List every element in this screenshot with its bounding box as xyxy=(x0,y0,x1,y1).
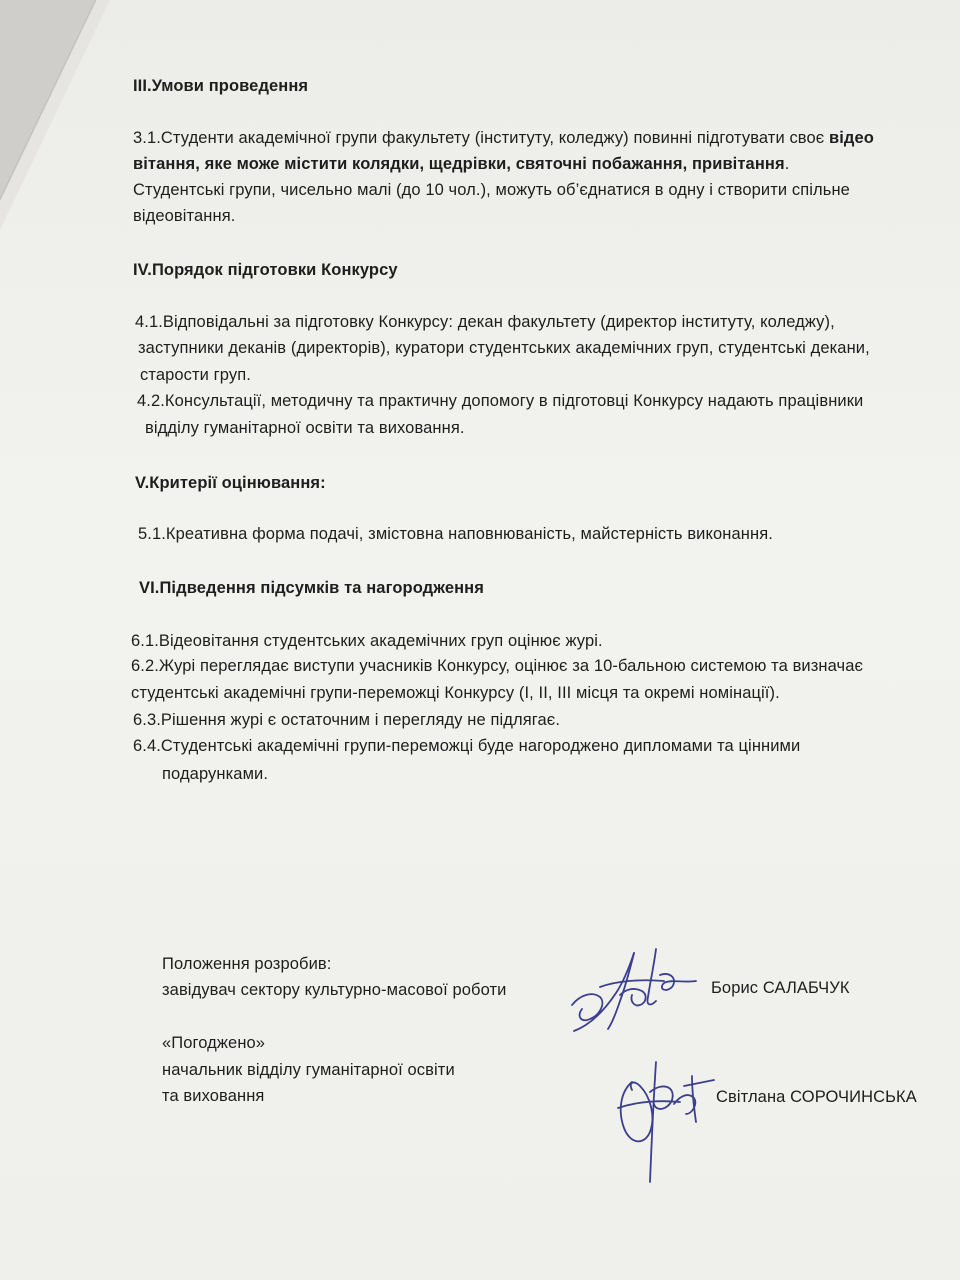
paragraph-line: 6.3.Рішення журі є остаточним і перегляду не підлягає. xyxy=(133,711,561,729)
paragraph-line: 6.2.Журі переглядає виступи учасників Конкурсу, оцінює за 10-бальною системою та визначає xyxy=(131,657,864,675)
text-span: 3.1.Студенти академічної групи факультету (інституту, коледжу) повинні підготувати своє xyxy=(133,129,829,147)
paragraph-line: 5.1.Креативна форма подачі, змістовна наповнюваність, майстерність виконання. xyxy=(138,525,773,543)
paragraph-line: 4.2.Консультації, методичну та практичну допомогу в підготовці Конкурсу надають працівники xyxy=(137,392,864,410)
approver-position: начальник відділу гуманітарної освіти xyxy=(162,1061,455,1079)
agreed-label: «Погоджено» xyxy=(162,1034,266,1052)
approver-position-cont: та виховання xyxy=(162,1087,265,1105)
paragraph-line: 4.1.Відповідальні за підготовку Конкурсу: декан факультету (директор інституту, коледжу), xyxy=(135,313,835,331)
approver-signature-image xyxy=(610,1052,720,1187)
paragraph-line: старости груп. xyxy=(140,366,251,384)
section-heading: IV.Порядок підготовки Конкурсу xyxy=(133,261,398,279)
section-heading: III.Умови проведення xyxy=(133,77,309,95)
developer-signature-image xyxy=(560,935,710,1040)
section-heading: VI.Підведення підсумків та нагородження xyxy=(139,579,484,597)
paragraph-line: подарунками. xyxy=(162,765,269,783)
bold-text-span: відео xyxy=(828,129,874,147)
developer-name: Борис САЛАБЧУК xyxy=(711,979,850,997)
paragraph-line: Студентські групи, чисельно малі (до 10 чол.), можуть об’єднатися в одну і створити спільне xyxy=(133,181,850,199)
approver-name: Світлана СОРОЧИНСЬКА xyxy=(716,1088,917,1106)
paragraph-line: 6.4.Студентські академічні групи-переможці буде нагороджено дипломами та цінними xyxy=(133,737,801,755)
paragraph-line: 6.1.Відеовітання студентських академічних груп оцінює журі. xyxy=(131,632,603,650)
developed-label: Положення розробив: xyxy=(162,955,332,973)
paragraph-line: заступники деканів (директорів), куратори студентських академічних груп, студентські декани, xyxy=(138,339,870,357)
section-heading: V.Критерії оцінювання: xyxy=(135,474,326,492)
paragraph-line xyxy=(133,129,874,148)
paragraph-line: студентські академічні групи-переможці Конкурсу (I, II, III місця та окремі номінації). xyxy=(131,684,780,702)
paragraph-line: відділу гуманітарної освіти та виховання. xyxy=(145,419,465,437)
paragraph-line: відеовітання. xyxy=(133,207,236,225)
bold-text-span: вітання, яке може містити колядки, щедрівки, святочні побажання, привітання xyxy=(133,155,785,173)
text-span: . xyxy=(784,155,790,173)
developer-position: завідувач сектору культурно-масової роботи xyxy=(162,981,507,999)
paragraph-line xyxy=(133,155,789,174)
